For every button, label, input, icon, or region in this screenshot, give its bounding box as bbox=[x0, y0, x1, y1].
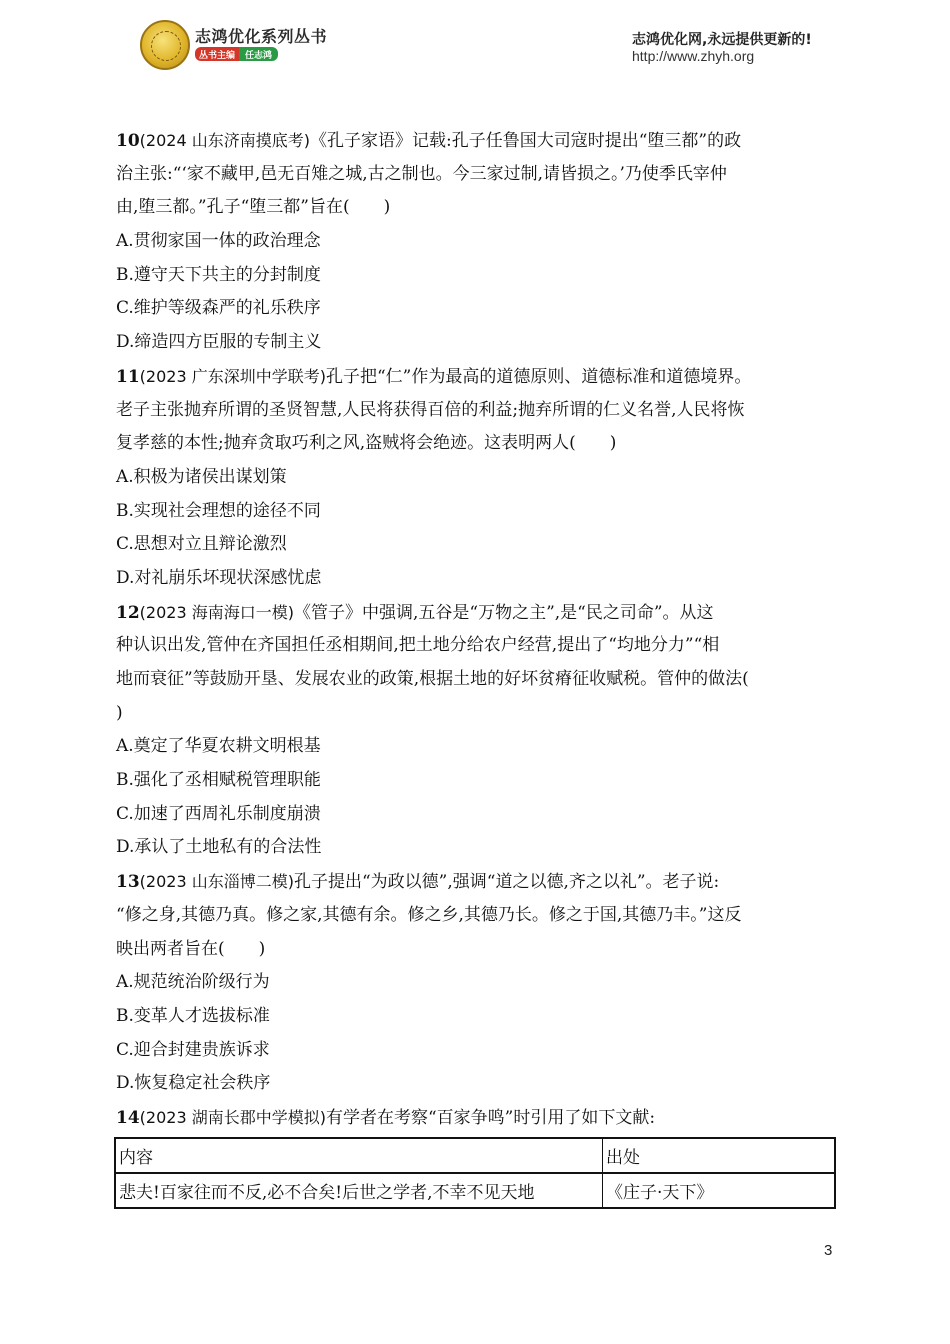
question-stem-line: 复孝慈的本性;抛弃贪取巧利之风,盗贼将会绝迹。这表明两人( ) bbox=[116, 433, 617, 454]
question-14 bbox=[116, 1101, 840, 1135]
editor-label: 丛书主编 bbox=[195, 47, 239, 61]
question-number: 12 bbox=[116, 602, 140, 623]
option-d[interactable]: D.缔造四方臣服的专制主义 bbox=[116, 332, 322, 353]
option-b[interactable]: B.实现社会理想的途径不同 bbox=[116, 500, 321, 521]
question-12 bbox=[116, 596, 840, 866]
question-stem-line bbox=[116, 596, 840, 630]
question-source: (2023 广东深圳中学联考) bbox=[139, 366, 326, 386]
question-number: 14 bbox=[116, 1107, 140, 1128]
option-a[interactable]: A.贯彻家国一体的政治理念 bbox=[116, 231, 321, 252]
option-b[interactable]: B.强化了丞相赋税管理职能 bbox=[116, 770, 321, 791]
page-header bbox=[0, 0, 950, 80]
question-stem-line: 治主张:“‘家不藏甲,邑无百雉之城,古之制也。今三家过制,请皆损之。’乃使季氏宰仲 bbox=[116, 163, 727, 184]
question-text: 《孔子家语》记载:孔子任鲁国大司寇时提出“堕三都”的政 bbox=[309, 131, 742, 151]
question-source: (2023 山东淄博二模) bbox=[139, 872, 294, 892]
series-title: 志鸿优化系列丛书 bbox=[195, 27, 328, 46]
option-a[interactable]: A.奠定了华夏农耕文明根基 bbox=[116, 736, 321, 757]
reference-table bbox=[114, 1137, 836, 1209]
question-stem-line bbox=[116, 865, 840, 899]
question-text: 孔子提出“为政以德”,强调“道之以德,齐之以礼”。老子说: bbox=[293, 872, 720, 893]
editor-name: 任志鸿 bbox=[239, 47, 278, 61]
option-a[interactable]: A.规范统治阶级行为 bbox=[116, 972, 270, 993]
question-number: 10 bbox=[116, 131, 140, 151]
site-slogan: 志鸿优化网,永远提供更新的! bbox=[632, 32, 812, 48]
option-d[interactable]: D.承认了土地私有的合法性 bbox=[116, 837, 322, 858]
question-list bbox=[116, 124, 840, 1135]
question-stem-line: 由,堕三都。”孔子“堕三都”旨在( ) bbox=[116, 197, 391, 218]
question-source: (2023 海南海口一模) bbox=[139, 602, 294, 622]
editor-badge bbox=[195, 47, 278, 61]
question-stem-line bbox=[116, 360, 840, 394]
question-10 bbox=[116, 124, 840, 360]
option-c[interactable]: C.迎合封建贵族诉求 bbox=[116, 1039, 270, 1060]
question-stem-line: “修之身,其德乃真。修之家,其德有余。修之乡,其德乃长。修之于国,其德乃丰。”这反 bbox=[116, 904, 742, 925]
option-c[interactable]: C.维护等级森严的礼乐秩序 bbox=[116, 298, 321, 319]
question-source: (2024 山东济南摸底考) bbox=[139, 131, 310, 150]
question-stem-line: 老子主张抛弃所谓的圣贤智慧,人民将获得百倍的利益;抛弃所谓的仁义名誉,人民将恢 bbox=[116, 399, 745, 420]
site-url[interactable]: http://www.zhyh.org bbox=[632, 48, 755, 64]
page-number: 3 bbox=[824, 1242, 833, 1259]
question-stem-line: 映出两者旨在( ) bbox=[116, 938, 266, 959]
table-cell: 《庄子·天下》 bbox=[603, 1173, 836, 1208]
question-stem-line: ) bbox=[116, 702, 123, 723]
question-11 bbox=[116, 360, 840, 596]
question-stem-line bbox=[116, 1101, 840, 1135]
option-b[interactable]: B.遵守天下共主的分封制度 bbox=[116, 264, 321, 285]
question-number: 13 bbox=[116, 872, 140, 893]
question-13 bbox=[116, 865, 840, 1101]
option-d[interactable]: D.恢复稳定社会秩序 bbox=[116, 1073, 271, 1094]
option-d[interactable]: D.对礼崩乐坏现状深感忧虑 bbox=[116, 567, 322, 588]
table-header-cell: 内容 bbox=[115, 1138, 603, 1173]
option-c[interactable]: C.思想对立且辩论激烈 bbox=[116, 534, 287, 555]
question-text: 孔子把“仁”作为最高的道德原则、道德标准和道德境界。 bbox=[325, 366, 752, 387]
question-number: 11 bbox=[116, 366, 140, 387]
table-cell: 悲夫!百家往而不反,必不合矣!后世之学者,不幸不见天地 bbox=[115, 1173, 603, 1208]
question-stem-line bbox=[116, 124, 840, 158]
option-c[interactable]: C.加速了西周礼乐制度崩溃 bbox=[116, 803, 321, 824]
table-header-row bbox=[115, 1138, 835, 1173]
question-stem-line: 种认识出发,管仲在齐国担任丞相期间,把土地分给农户经营,提出了“均地分力”“相 bbox=[116, 635, 720, 656]
question-source: (2023 湖南长郡中学模拟) bbox=[139, 1107, 326, 1127]
option-b[interactable]: B.变革人才选拔标准 bbox=[116, 1005, 270, 1026]
question-text: 有学者在考察“百家争鸣”时引用了如下文献: bbox=[325, 1107, 656, 1128]
question-text: 《管子》中强调,五谷是“万物之主”,是“民之司命”。从这 bbox=[293, 602, 714, 623]
table-header-cell: 出处 bbox=[603, 1138, 836, 1173]
question-stem-line: 地而衰征”等鼓励开垦、发展农业的政策,根据土地的好坏贫瘠征收赋税。管仲的做法( bbox=[116, 669, 749, 689]
option-a[interactable]: A.积极为诸侯出谋划策 bbox=[116, 466, 287, 487]
publisher-seal-icon bbox=[140, 20, 190, 70]
table-row bbox=[115, 1173, 835, 1208]
